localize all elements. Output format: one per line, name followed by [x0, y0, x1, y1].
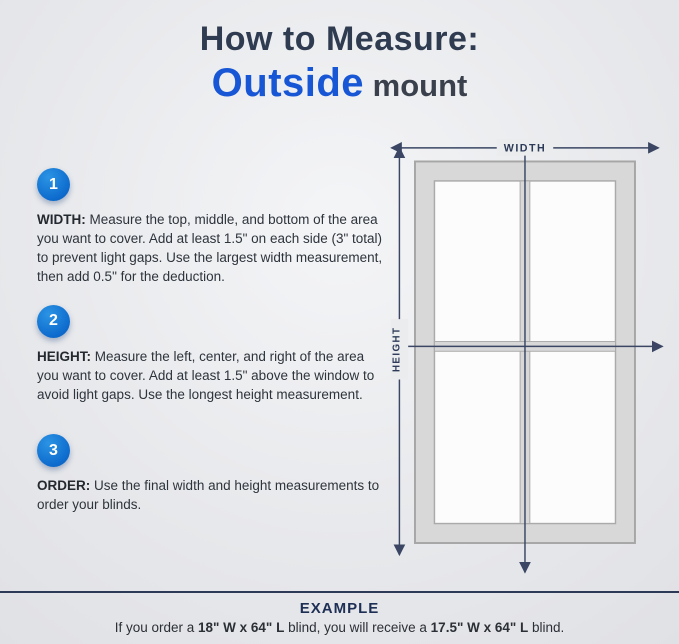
- step-number-badge: 2: [37, 305, 70, 338]
- page-title: [0, 20, 679, 106]
- title-rest: mount: [364, 68, 468, 103]
- step-label: ORDER:: [37, 478, 91, 494]
- step-width: [37, 168, 385, 287]
- step-order: [37, 434, 385, 514]
- title-line2: [0, 61, 679, 106]
- step-text: [37, 210, 385, 287]
- title-line1: How to Measure:: [199, 20, 480, 58]
- step-number-badge: 1: [37, 168, 70, 201]
- height-label: HEIGHT: [391, 326, 403, 373]
- example-ordered-size: 18" W x 64" L: [198, 620, 285, 635]
- steps-list: [37, 168, 385, 532]
- width-label: WIDTH: [503, 142, 547, 155]
- window-illustration: [378, 132, 670, 590]
- step-text: [37, 476, 385, 514]
- step-number-badge: 3: [37, 434, 70, 467]
- example-prefix: If you order a: [114, 620, 198, 635]
- example-text: [8, 620, 671, 635]
- window-diagram: [378, 132, 670, 590]
- title-highlight: Outside: [211, 61, 365, 105]
- example-suffix: blind.: [528, 620, 565, 635]
- step-body: Measure the left, center, and right of the area you want to cover. Add at least 1.5" above the window to avoid light gaps. Use the longest height measurement.: [37, 348, 375, 402]
- example-section: [0, 591, 679, 644]
- example-received-size: 17.5" W x 64" L: [430, 620, 529, 635]
- step-label: HEIGHT:: [37, 348, 91, 364]
- step-body: Measure the top, middle, and bottom of the area you want to cover. Add at least 1.5" on each side (3" total) to prevent light gaps. Use the largest width measurement, then add 0.5" for the deduction.: [37, 212, 383, 285]
- step-label: WIDTH:: [37, 212, 86, 227]
- step-height: [37, 305, 385, 404]
- example-heading: EXAMPLE: [299, 600, 380, 617]
- example-middle: blind, you will receive a: [284, 620, 431, 635]
- step-text: [37, 347, 385, 404]
- step-body: Use the final width and height measurements to order your blinds.: [37, 478, 380, 513]
